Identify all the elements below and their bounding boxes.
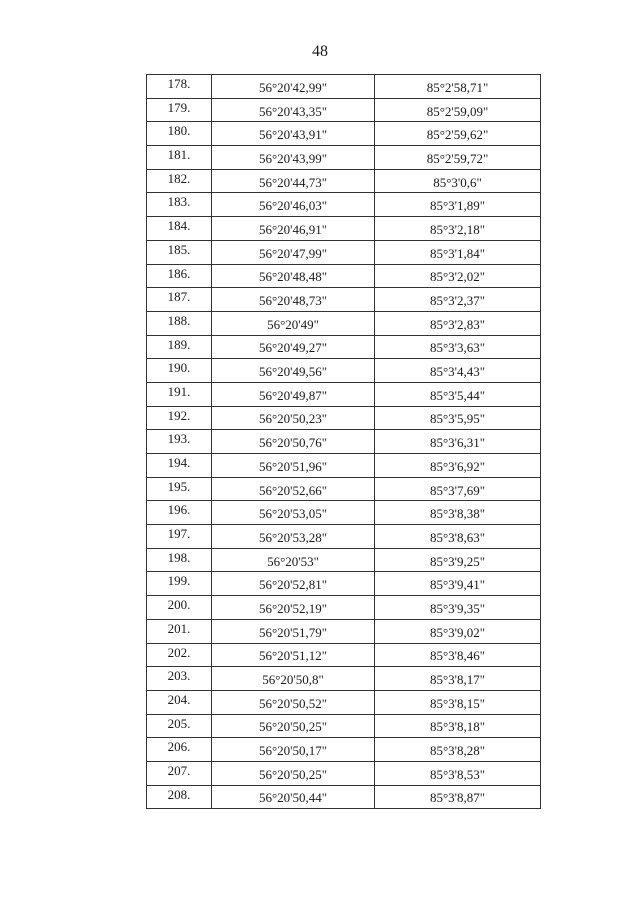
point-number-cell: 187.	[147, 288, 212, 312]
table-row	[147, 714, 541, 738]
longitude-cell: 85°3'9,35"	[375, 596, 541, 620]
point-number-cell: 194.	[147, 454, 212, 478]
longitude-cell: 85°3'2,37"	[375, 288, 541, 312]
latitude-cell: 56°20'52,66"	[212, 477, 375, 501]
longitude-cell: 85°3'8,15"	[375, 690, 541, 714]
latitude-cell: 56°20'43,99"	[212, 146, 375, 170]
latitude-cell: 56°20'49,56"	[212, 359, 375, 383]
latitude-cell: 56°20'44,73"	[212, 169, 375, 193]
longitude-cell: 85°3'6,92"	[375, 454, 541, 478]
page-number: 48	[312, 43, 328, 60]
latitude-cell: 56°20'51,12"	[212, 643, 375, 667]
longitude-cell: 85°3'2,02"	[375, 264, 541, 288]
point-number-cell: 186.	[147, 264, 212, 288]
longitude-cell: 85°3'9,41"	[375, 572, 541, 596]
table-row	[147, 75, 541, 99]
latitude-cell: 56°20'43,91"	[212, 122, 375, 146]
latitude-cell: 56°20'49"	[212, 311, 375, 335]
longitude-cell: 85°3'1,84"	[375, 240, 541, 264]
table-row	[147, 288, 541, 312]
longitude-cell: 85°3'9,02"	[375, 619, 541, 643]
table-row	[147, 572, 541, 596]
point-number-cell: 185.	[147, 240, 212, 264]
longitude-cell: 85°3'8,38"	[375, 501, 541, 525]
point-number-cell: 192.	[147, 406, 212, 430]
longitude-cell: 85°3'8,87"	[375, 785, 541, 809]
longitude-cell: 85°3'7,69"	[375, 477, 541, 501]
table-row	[147, 311, 541, 335]
coordinates-table-body	[147, 75, 541, 809]
point-number-cell: 193.	[147, 430, 212, 454]
latitude-cell: 56°20'53,28"	[212, 525, 375, 549]
latitude-cell: 56°20'51,96"	[212, 454, 375, 478]
point-number-cell: 191.	[147, 382, 212, 406]
longitude-cell: 85°3'1,89"	[375, 193, 541, 217]
point-number-cell: 182.	[147, 169, 212, 193]
longitude-cell: 85°2'58,71"	[375, 75, 541, 99]
table-row	[147, 359, 541, 383]
latitude-cell: 56°20'43,35"	[212, 98, 375, 122]
table-row	[147, 122, 541, 146]
latitude-cell: 56°20'49,87"	[212, 382, 375, 406]
longitude-cell: 85°3'3,63"	[375, 335, 541, 359]
point-number-cell: 199.	[147, 572, 212, 596]
table-row	[147, 738, 541, 762]
latitude-cell: 56°20'50,17"	[212, 738, 375, 762]
longitude-cell: 85°3'8,17"	[375, 667, 541, 691]
latitude-cell: 56°20'50,76"	[212, 430, 375, 454]
longitude-cell: 85°3'8,53"	[375, 761, 541, 785]
table-row	[147, 477, 541, 501]
longitude-cell: 85°3'2,83"	[375, 311, 541, 335]
table-row	[147, 619, 541, 643]
table-row	[147, 667, 541, 691]
point-number-cell: 197.	[147, 525, 212, 549]
table-row	[147, 643, 541, 667]
point-number-cell: 190.	[147, 359, 212, 383]
point-number-cell: 181.	[147, 146, 212, 170]
latitude-cell: 56°20'46,03"	[212, 193, 375, 217]
table-row	[147, 501, 541, 525]
longitude-cell: 85°3'8,28"	[375, 738, 541, 762]
point-number-cell: 206.	[147, 738, 212, 762]
table-row	[147, 596, 541, 620]
point-number-cell: 198.	[147, 548, 212, 572]
table-row	[147, 264, 541, 288]
longitude-cell: 85°3'5,95"	[375, 406, 541, 430]
table-row	[147, 146, 541, 170]
table-row	[147, 785, 541, 809]
table-row	[147, 454, 541, 478]
latitude-cell: 56°20'52,19"	[212, 596, 375, 620]
table-row	[147, 193, 541, 217]
point-number-cell: 184.	[147, 217, 212, 241]
longitude-cell: 85°3'9,25"	[375, 548, 541, 572]
table-row	[147, 761, 541, 785]
latitude-cell: 56°20'47,99"	[212, 240, 375, 264]
longitude-cell: 85°3'2,18"	[375, 217, 541, 241]
table-row	[147, 169, 541, 193]
table-row	[147, 98, 541, 122]
latitude-cell: 56°20'50,25"	[212, 714, 375, 738]
longitude-cell: 85°3'4,43"	[375, 359, 541, 383]
table-row	[147, 382, 541, 406]
point-number-cell: 188.	[147, 311, 212, 335]
latitude-cell: 56°20'46,91"	[212, 217, 375, 241]
point-number-cell: 189.	[147, 335, 212, 359]
point-number-cell: 200.	[147, 596, 212, 620]
latitude-cell: 56°20'48,48"	[212, 264, 375, 288]
latitude-cell: 56°20'50,8"	[212, 667, 375, 691]
longitude-cell: 85°3'8,63"	[375, 525, 541, 549]
latitude-cell: 56°20'53,05"	[212, 501, 375, 525]
latitude-cell: 56°20'48,73"	[212, 288, 375, 312]
table-row	[147, 525, 541, 549]
longitude-cell: 85°3'6,31"	[375, 430, 541, 454]
point-number-cell: 208.	[147, 785, 212, 809]
latitude-cell: 56°20'50,25"	[212, 761, 375, 785]
table-row	[147, 335, 541, 359]
table-row	[147, 406, 541, 430]
latitude-cell: 56°20'50,44"	[212, 785, 375, 809]
longitude-cell: 85°3'8,46"	[375, 643, 541, 667]
table-row	[147, 240, 541, 264]
point-number-cell: 205.	[147, 714, 212, 738]
point-number-cell: 203.	[147, 667, 212, 691]
latitude-cell: 56°20'50,52"	[212, 690, 375, 714]
latitude-cell: 56°20'52,81"	[212, 572, 375, 596]
longitude-cell: 85°2'59,72"	[375, 146, 541, 170]
table-row	[147, 690, 541, 714]
longitude-cell: 85°3'8,18"	[375, 714, 541, 738]
point-number-cell: 178.	[147, 75, 212, 99]
point-number-cell: 180.	[147, 122, 212, 146]
point-number-cell: 204.	[147, 690, 212, 714]
table-row	[147, 548, 541, 572]
longitude-cell: 85°2'59,09"	[375, 98, 541, 122]
latitude-cell: 56°20'42,99"	[212, 75, 375, 99]
longitude-cell: 85°3'5,44"	[375, 382, 541, 406]
point-number-cell: 201.	[147, 619, 212, 643]
point-number-cell: 183.	[147, 193, 212, 217]
point-number-cell: 195.	[147, 477, 212, 501]
latitude-cell: 56°20'51,79"	[212, 619, 375, 643]
latitude-cell: 56°20'49,27"	[212, 335, 375, 359]
table-row	[147, 430, 541, 454]
longitude-cell: 85°2'59,62"	[375, 122, 541, 146]
latitude-cell: 56°20'53"	[212, 548, 375, 572]
point-number-cell: 207.	[147, 761, 212, 785]
latitude-cell: 56°20'50,23"	[212, 406, 375, 430]
table-row	[147, 217, 541, 241]
point-number-cell: 179.	[147, 98, 212, 122]
coordinates-table	[146, 74, 541, 809]
point-number-cell: 196.	[147, 501, 212, 525]
longitude-cell: 85°3'0,6"	[375, 169, 541, 193]
point-number-cell: 202.	[147, 643, 212, 667]
